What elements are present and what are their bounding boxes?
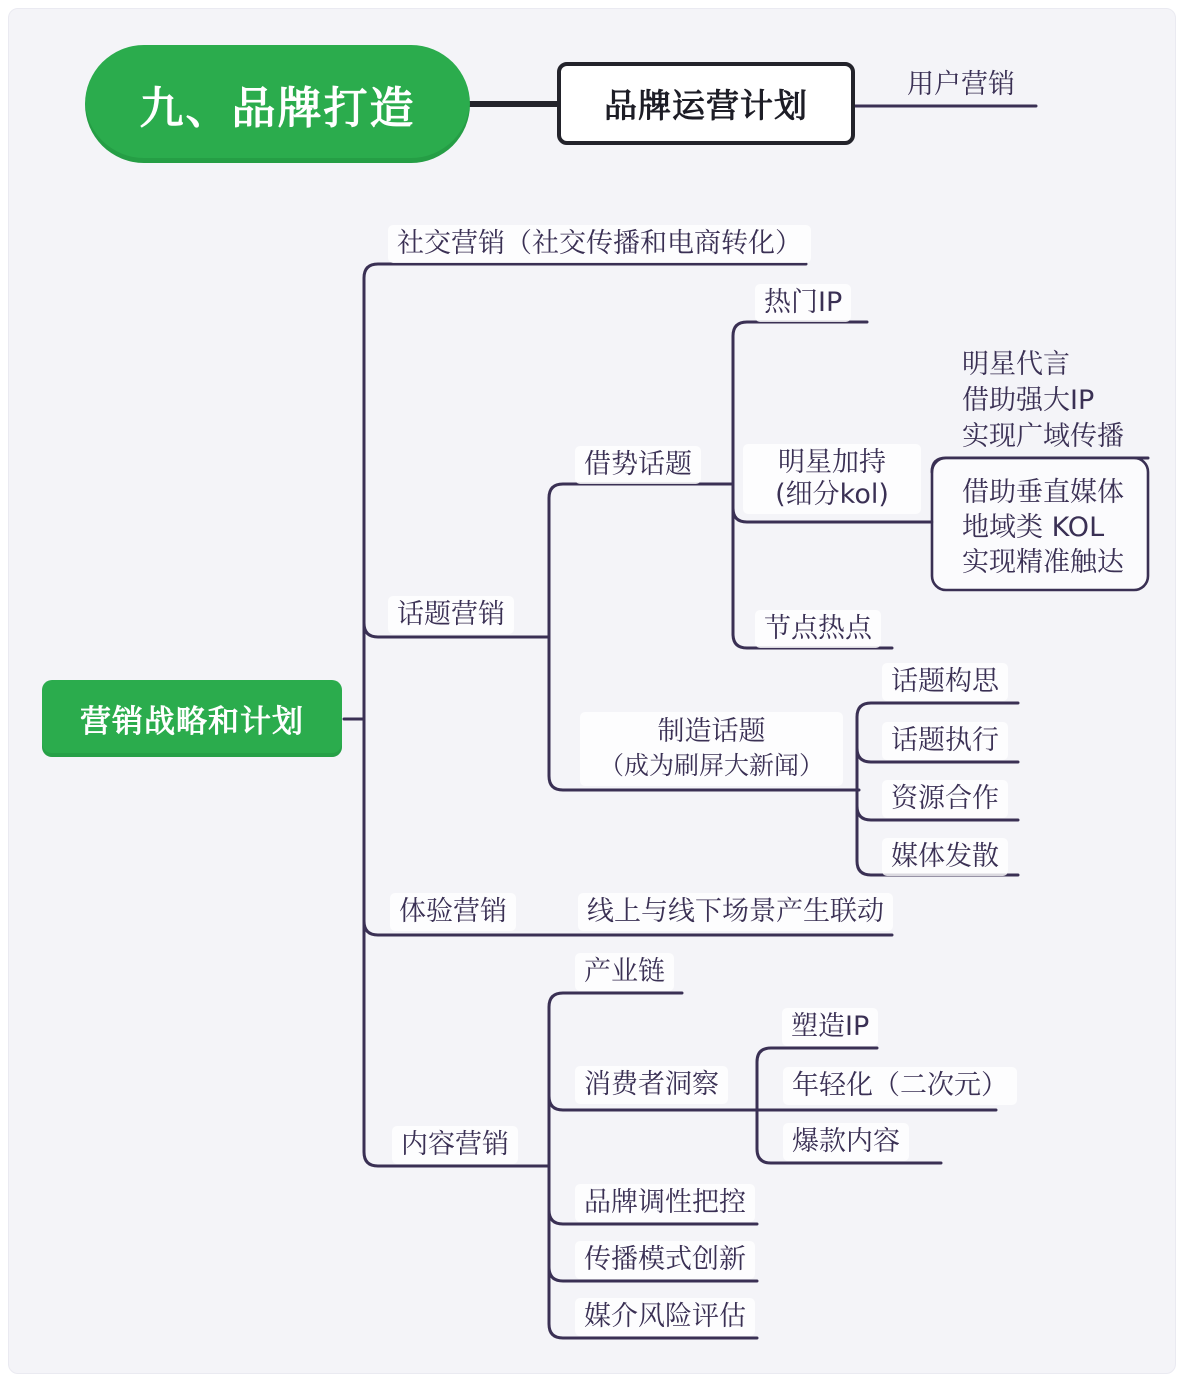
node-media-spread[interactable]: 媒体发散 [882,838,1008,876]
node-resource-coop[interactable]: 资源合作 [882,780,1008,818]
node-chapter-title[interactable] [85,45,470,163]
strategy-text: 营销战略和计划 [80,704,304,740]
vertical-media-line-1: 借助垂直媒体 [962,477,1124,508]
node-shape-ip[interactable]: 塑造IP [782,1008,878,1046]
endorse-line-1: 明星代言 [962,349,1070,380]
node-celebrity-boost[interactable] [743,444,921,514]
celebrity-line-1: 明星加持 [778,447,886,478]
node-social-marketing[interactable]: 社交营销（社交传播和电商转化） [388,225,811,263]
chapter-title-text: 九、品牌打造 [139,83,416,134]
node-industry-chain[interactable]: 产业链 [575,953,674,991]
vertical-media-line-3: 实现精准触达 [962,547,1124,578]
node-topic-marketing[interactable]: 话题营销 [388,596,514,634]
node-vertical-media[interactable] [960,472,1126,583]
connector-bracket-content-children [549,993,757,1338]
node-content-marketing[interactable]: 内容营销 [392,1126,518,1164]
node-celebrity-endorse[interactable] [960,344,1126,458]
node-strategy[interactable] [42,680,342,757]
node-topic-exec[interactable]: 话题执行 [882,722,1008,760]
endorse-line-2: 借助强大IP [962,385,1095,416]
celebrity-line-2: (细分kol) [775,479,889,510]
node-leverage-topic[interactable]: 借势话题 [575,446,701,484]
node-topic-idea[interactable]: 话题构思 [882,663,1008,701]
create-topic-line-1: 制造话题 [657,716,766,747]
node-online-offline[interactable]: 线上与线下场景产生联动 [578,893,893,931]
node-consumer-insight[interactable]: 消费者洞察 [575,1066,728,1104]
node-create-topic[interactable] [580,712,843,786]
node-hot-ip[interactable]: 热门IP [755,284,851,322]
node-brand-tone[interactable]: 品牌调性把控 [575,1184,755,1222]
plan-text: 品牌运营计划 [604,86,808,125]
node-user-marketing[interactable]: 用户营销 [907,69,1015,100]
endorse-line-3: 实现广域传播 [962,421,1124,452]
create-topic-line-2: （成为刷屏大新闻） [598,751,824,780]
node-younger[interactable]: 年轻化（二次元） [783,1067,1017,1105]
vertical-media-line-2: 地域类 KOL [962,512,1105,543]
node-experience-marketing[interactable]: 体验营销 [390,893,516,931]
node-node-hot[interactable]: 节点热点 [755,610,881,648]
node-hit-content[interactable]: 爆款内容 [783,1123,909,1161]
node-brand-operation-plan[interactable] [557,62,855,145]
node-media-risk[interactable]: 媒介风险评估 [575,1298,755,1336]
node-spread-innovation[interactable]: 传播模式创新 [575,1241,755,1279]
